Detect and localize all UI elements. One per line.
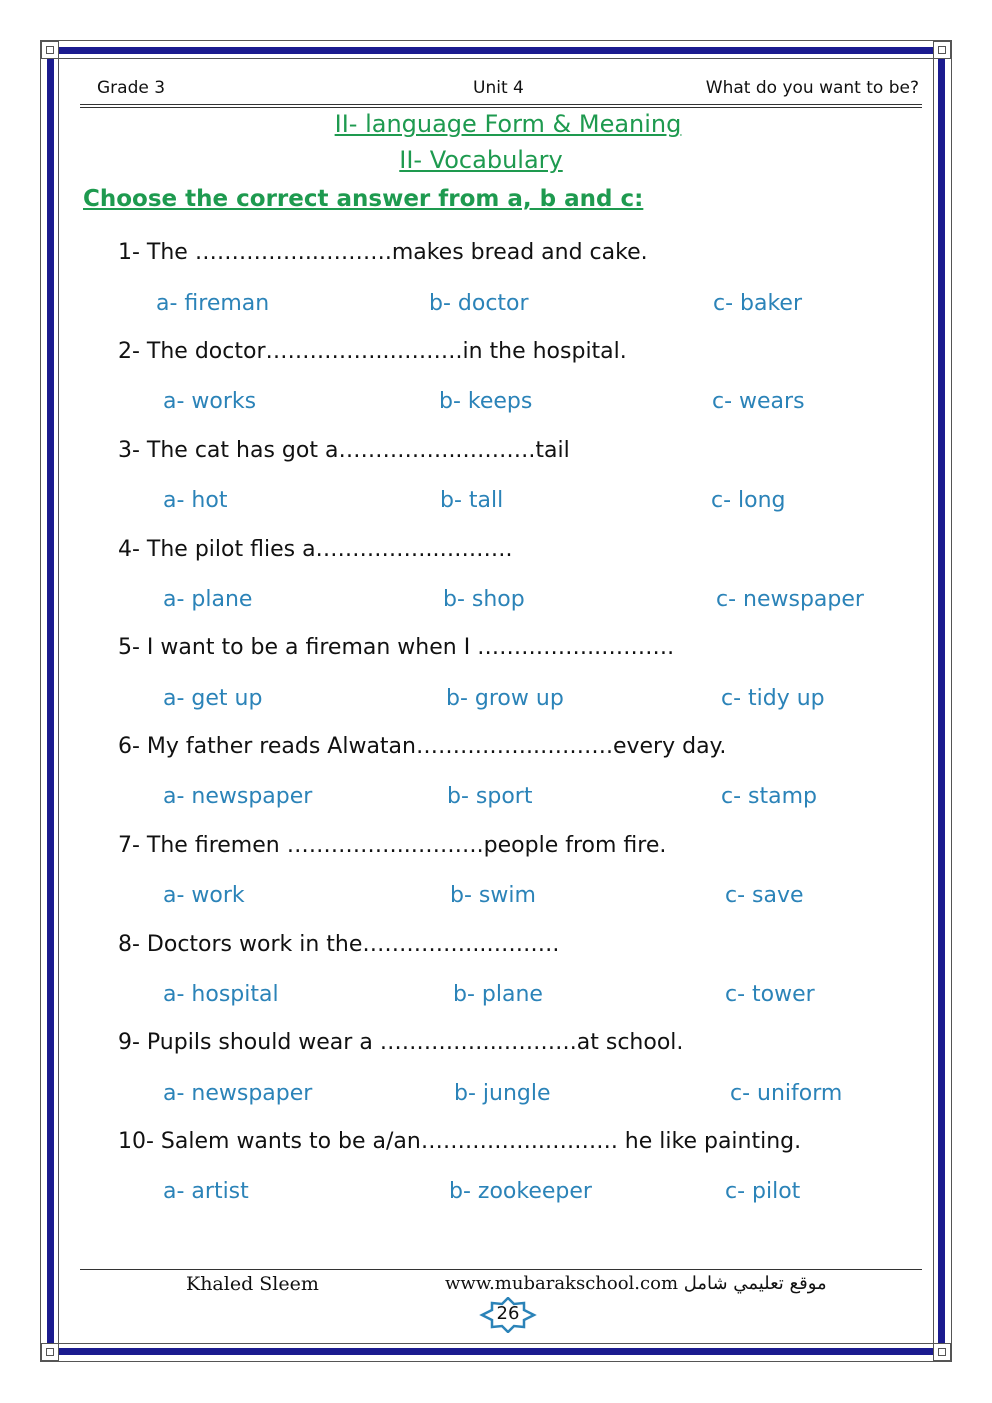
answer-option-b[interactable]: b- plane xyxy=(453,982,543,1007)
frame-corner-ornament xyxy=(933,41,951,59)
frame-corner-ornament xyxy=(933,1343,951,1361)
footer-author: Khaled Sleem xyxy=(186,1273,319,1295)
answer-option-c[interactable]: c- newspaper xyxy=(716,587,864,612)
header-unit: Unit 4 xyxy=(473,78,524,98)
footer-website: www.mubarakschool.com موقع تعليمي شامل xyxy=(445,1273,827,1294)
question-text: 9- Pupils should wear a ……………..……….at school. xyxy=(118,1030,684,1055)
header-divider xyxy=(80,107,922,108)
answer-option-a[interactable]: a- work xyxy=(163,883,245,908)
answer-option-c[interactable]: c- uniform xyxy=(730,1081,843,1106)
answer-option-c[interactable]: c- tower xyxy=(725,982,815,1007)
answer-option-a[interactable]: a- fireman xyxy=(156,291,270,316)
answer-option-b[interactable]: b- tall xyxy=(440,488,504,513)
answer-option-a[interactable]: a- get up xyxy=(163,686,263,711)
instruction: Choose the correct answer from a, b and c: xyxy=(83,186,644,212)
header-divider xyxy=(80,104,922,105)
answer-option-a[interactable]: a- plane xyxy=(163,587,253,612)
header-title: What do you want to be? xyxy=(705,78,919,98)
answer-option-c[interactable]: c- baker xyxy=(713,291,803,316)
answer-option-a[interactable]: a- hot xyxy=(163,488,228,513)
question-text: 2- The doctor……………..……….in the hospital. xyxy=(118,339,627,364)
answer-option-a[interactable]: a- artist xyxy=(163,1179,249,1204)
answer-option-a[interactable]: a- works xyxy=(163,389,257,414)
answer-option-c[interactable]: c- pilot xyxy=(725,1179,801,1204)
answer-option-c[interactable]: c- wears xyxy=(712,389,805,414)
answer-option-a[interactable]: a- newspaper xyxy=(163,1081,313,1106)
question-text: 10- Salem wants to be a/an……………..………. he like painting. xyxy=(118,1129,802,1154)
question-text: 1- The ……………..……….makes bread and cake. xyxy=(118,240,648,265)
answer-option-b[interactable]: b- sport xyxy=(447,784,533,809)
question-text: 3- The cat has got a……………..……….tail xyxy=(118,438,570,463)
answer-option-b[interactable]: b- zookeeper xyxy=(449,1179,592,1204)
answer-option-a[interactable]: a- newspaper xyxy=(163,784,313,809)
frame-corner-ornament xyxy=(41,1343,59,1361)
question-text: 8- Doctors work in the……………..………. xyxy=(118,932,560,957)
page-number: 26 xyxy=(496,1303,520,1324)
question-text: 7- The firemen ……………..……….people from fire. xyxy=(118,833,667,858)
question-text: 4- The pilot flies a……………..………. xyxy=(118,537,513,562)
header-grade: Grade 3 xyxy=(97,78,166,98)
answer-option-c[interactable]: c- save xyxy=(725,883,804,908)
section-title: II- language Form & Meaning xyxy=(334,110,682,138)
answer-option-b[interactable]: b- shop xyxy=(443,587,525,612)
answer-option-b[interactable]: b- grow up xyxy=(446,686,564,711)
answer-option-c[interactable]: c- tidy up xyxy=(721,686,825,711)
answer-option-b[interactable]: b- swim xyxy=(450,883,536,908)
section-subtitle: II- Vocabulary xyxy=(399,146,563,174)
question-text: 5- I want to be a fireman when I ……………..………. xyxy=(118,635,675,660)
answer-option-c[interactable]: c- long xyxy=(711,488,786,513)
answer-option-b[interactable]: b- doctor xyxy=(429,291,529,316)
footer-divider xyxy=(80,1269,922,1270)
answer-option-b[interactable]: b- keeps xyxy=(439,389,533,414)
answer-option-b[interactable]: b- jungle xyxy=(454,1081,551,1106)
answer-option-c[interactable]: c- stamp xyxy=(721,784,817,809)
answer-option-a[interactable]: a- hospital xyxy=(163,982,279,1007)
frame-corner-ornament xyxy=(41,41,59,59)
question-text: 6- My father reads Alwatan……………..……….every day. xyxy=(118,734,727,759)
